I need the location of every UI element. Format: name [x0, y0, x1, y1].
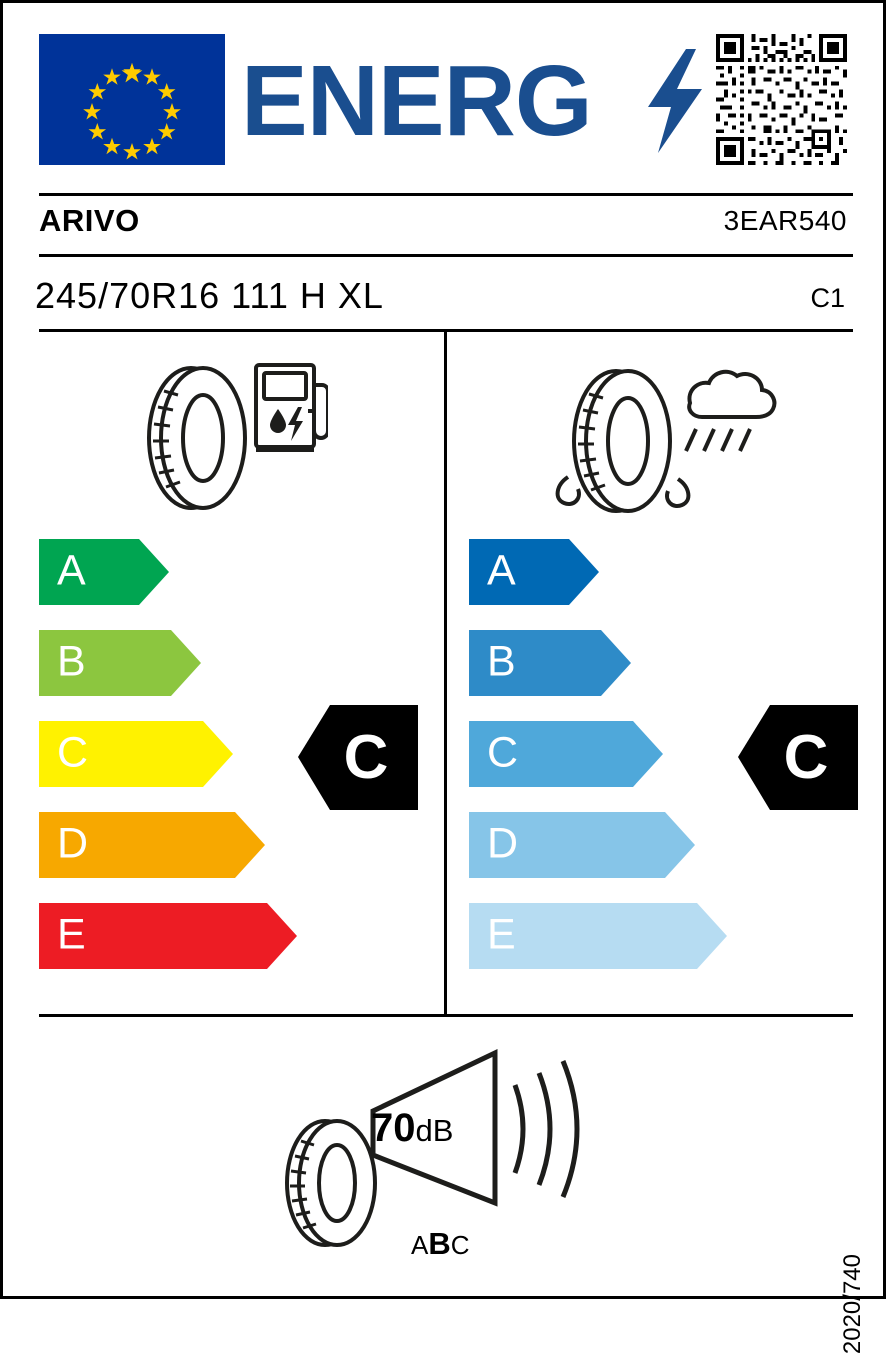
tyre-size: 245/70R16 111 H XL: [35, 275, 384, 316]
wet-grip-grade-B: [469, 630, 631, 696]
fuel-grade-D-label: D: [57, 819, 89, 868]
fuel-grade-B: [39, 630, 201, 696]
noise-class-selected: B: [428, 1226, 451, 1261]
noise-value: [371, 1106, 453, 1151]
wet-grip-grade-B-label: B: [487, 637, 516, 686]
fuel-grade-B-label: B: [57, 637, 86, 686]
regulation-reference: 2020/740: [839, 1254, 866, 1354]
wet-grip-grade-D: [469, 812, 695, 878]
fuel-grade-D: [39, 812, 265, 878]
wet-grip-rating-marker: [738, 705, 858, 810]
divider-noise: [39, 1014, 853, 1017]
wet-grip-grade-E-label: E: [487, 910, 516, 959]
tyre-fuel-pump-icon: [128, 351, 328, 526]
tyre-rain-cloud-icon: [538, 351, 788, 526]
noise-db-unit: dB: [415, 1113, 454, 1148]
wet-grip-grade-A-label: A: [487, 546, 516, 595]
divider-vertical: [444, 329, 447, 1014]
wet-grip-grade-C-label: C: [487, 728, 519, 777]
eu-flag-icon: [39, 34, 225, 165]
fuel-grade-C-label: C: [57, 728, 89, 777]
divider-header: [39, 193, 853, 196]
divider-brand: [39, 254, 853, 257]
fuel-grade-C: [39, 721, 233, 787]
brand-name: ARIVO: [39, 203, 140, 238]
wet-grip-rating-value: C: [783, 723, 829, 792]
energy-wordmark: [241, 41, 661, 161]
wet-grip-grade-A: [469, 539, 599, 605]
energy-wordmark-text: ENERG: [241, 45, 592, 157]
qr-code-icon: [716, 34, 847, 165]
fuel-grade-A-label: A: [57, 546, 86, 595]
noise-db-number: 70: [371, 1106, 416, 1150]
product-code: 3EAR540: [723, 205, 847, 236]
wet-grip-grade-E: [469, 903, 727, 969]
fuel-rating-value: C: [343, 723, 389, 792]
wet-grip-grade-D-label: D: [487, 819, 519, 868]
fuel-rating-marker: [298, 705, 418, 810]
fuel-grade-A: [39, 539, 169, 605]
noise-class-c: C: [450, 1230, 470, 1260]
fuel-grade-E: [39, 903, 297, 969]
wet-grip-grade-C: [469, 721, 663, 787]
noise-class-scale: [411, 1226, 470, 1262]
noise-class-a: A: [411, 1230, 429, 1260]
tyre-class: C1: [810, 283, 845, 313]
lightning-bolt-icon: [644, 49, 704, 153]
fuel-grade-E-label: E: [57, 910, 86, 959]
